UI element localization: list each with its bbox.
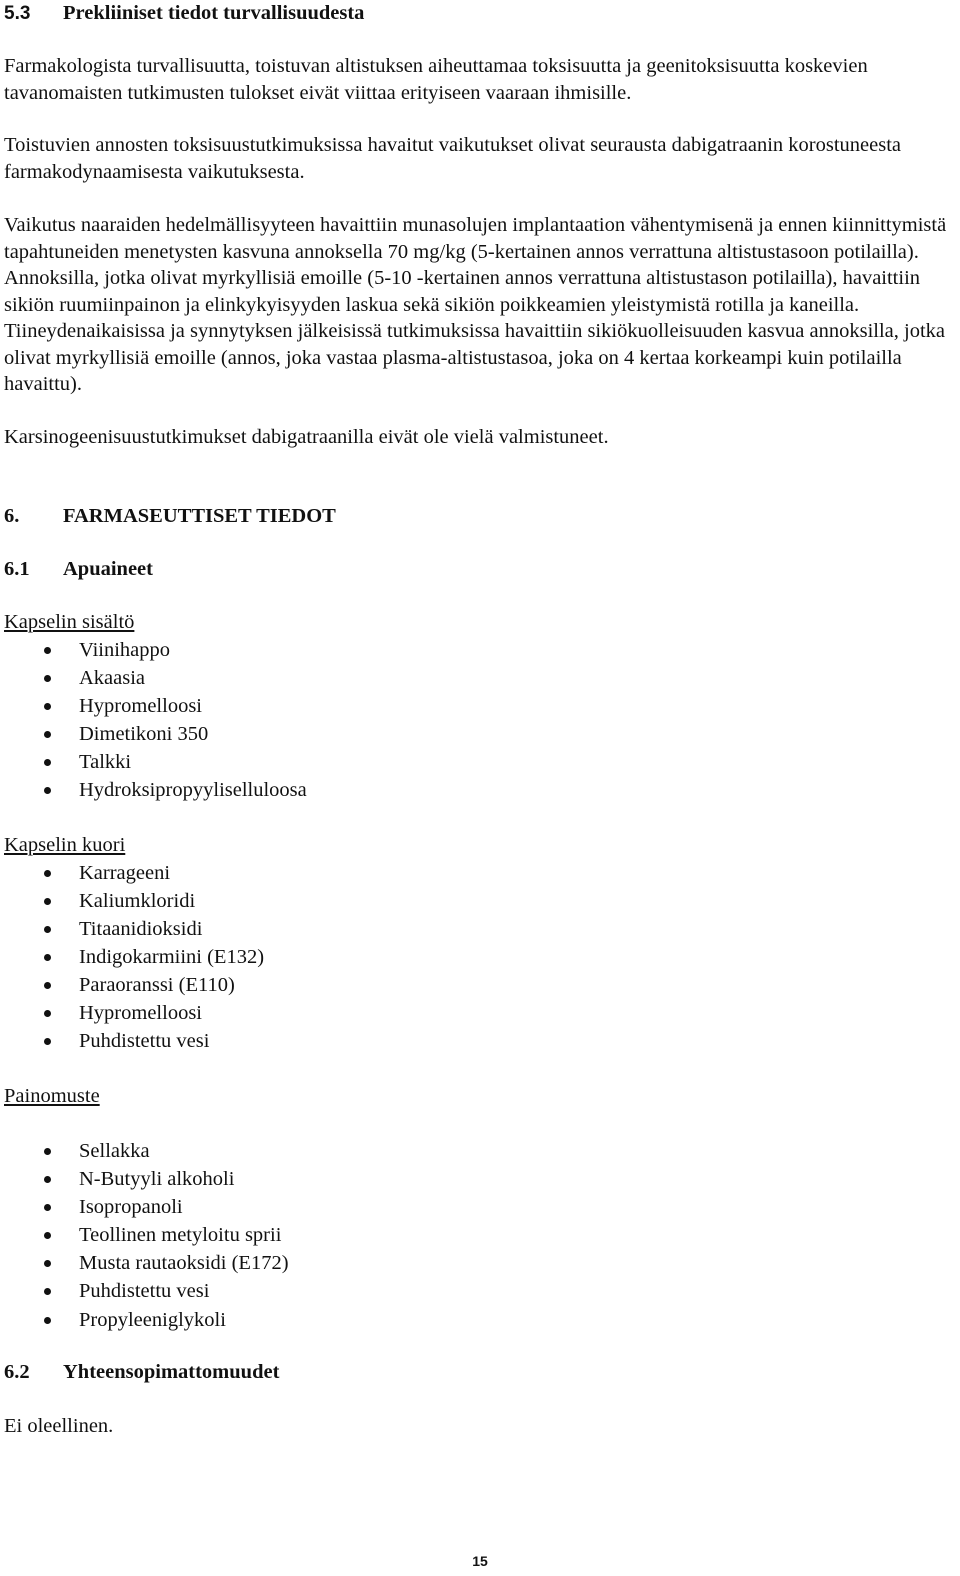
printing-ink-heading: Painomuste [4, 1085, 100, 1107]
capsule-shell-list [4, 859, 944, 1056]
printing-ink-list [4, 1137, 944, 1334]
incompatibilities-text: Ei oleellinen. [4, 1415, 114, 1437]
section-6-2-heading [4, 1359, 279, 1385]
bullet-icon [44, 703, 51, 710]
bullet-icon [44, 731, 51, 738]
list-item: Talkki [4, 748, 944, 776]
bullet-icon [44, 982, 51, 989]
section-number: 6.2 [4, 1361, 30, 1383]
capsule-content-list [4, 636, 944, 805]
bullet-icon [44, 787, 51, 794]
list-item: Hypromelloosi [4, 692, 944, 720]
list-item: Sellakka [4, 1137, 944, 1165]
paragraph-repeat-dose: Toistuvien annosten toksisuustutkimuksissa havaitut vaikutukset olivat seurausta dabigatraanin korostuneesta farmakodynaamisesta vaikutuksesta. [4, 134, 901, 183]
list-item: Paraoranssi (E110) [4, 971, 944, 999]
list-item: Kaliumkloridi [4, 887, 944, 915]
section-title: FARMASEUTTISET TIEDOT [63, 505, 336, 527]
list-item: Titaanidioksidi [4, 915, 944, 943]
capsule-shell-section [4, 832, 944, 1055]
list-item: Musta rautaoksidi (E172) [4, 1249, 944, 1277]
list-item: Karrageeni [4, 859, 944, 887]
list-item: Propyleeniglykoli [4, 1306, 944, 1334]
list-item: Akaasia [4, 664, 944, 692]
bullet-icon [44, 1317, 51, 1324]
bullet-icon [44, 1038, 51, 1045]
section-5-3-heading [4, 0, 364, 27]
list-item: Hydroksipropyyliselluloosa [4, 776, 944, 804]
bullet-icon [44, 954, 51, 961]
bullet-icon [44, 926, 51, 933]
section-title: Apuaineet [63, 558, 153, 580]
capsule-shell-heading: Kapselin kuori [4, 834, 126, 856]
bullet-icon [44, 898, 51, 905]
section-title: Prekliiniset tiedot turvallisuudesta [63, 2, 365, 24]
list-item: Dimetikoni 350 [4, 720, 944, 748]
section-number: 5.3 [4, 3, 31, 24]
bullet-icon [44, 1148, 51, 1155]
list-item: Puhdistettu vesi [4, 1027, 944, 1055]
bullet-icon [44, 1176, 51, 1183]
bullet-icon [44, 759, 51, 766]
section-6-1-heading [4, 556, 153, 582]
list-item: N-Butyyli alkoholi [4, 1165, 944, 1193]
bullet-icon [44, 675, 51, 682]
bullet-icon [44, 870, 51, 877]
capsule-content-section [4, 609, 944, 804]
section-number: 6. [4, 505, 20, 527]
bullet-icon [44, 1232, 51, 1239]
paragraph-carcinogenicity: Karsinogeenisuustutkimukset dabigatraanilla eivät ole vielä valmistuneet. [4, 426, 609, 448]
list-item: Indigokarmiini (E132) [4, 943, 944, 971]
list-item: Viinihappo [4, 636, 944, 664]
list-item: Isopropanoli [4, 1193, 944, 1221]
section-6-heading [4, 503, 336, 529]
list-item: Teollinen metyloitu sprii [4, 1221, 944, 1249]
page-number: 15 [472, 1553, 488, 1569]
list-item: Puhdistettu vesi [4, 1277, 944, 1305]
bullet-icon [44, 1010, 51, 1017]
section-title: Yhteensopimattomuudet [63, 1361, 280, 1383]
section-number: 6.1 [4, 558, 30, 580]
capsule-content-heading: Kapselin sisältö [4, 611, 135, 633]
paragraph-fertility: Vaikutus naaraiden hedelmällisyyteen havaittiin munasolujen implantaation vähentymisenä ja ennen kiinnittymistä tapahtuneiden menetysten kasvuna annoksella 70 mg/kg (5-kertainen annos verrattuna altistustasoon potilailla). Annoksilla, jotka olivat myrkyllisiä emoille (5-10 -kertainen annos verrattuna altistustason potilailla), havaittiin sikiön ruumiinpainon ja elinkykyisyyden laskua sekä sikiön poikkeamien yleistymistä rotilla ja kaneilla. Tiineydenaikaisissa ja synnytyksen jälkeisissä tutkimuksissa havaittiin sikiökuolleisuuden kasvua annoksilla, jotka olivat myrkyllisiä emoille (annos, joka vastaa plasma-altistustasoa, joka on 4 kertaa korkeampi kuin potilailla havaittu). [4, 214, 947, 395]
bullet-icon [44, 647, 51, 654]
list-item: Hypromelloosi [4, 999, 944, 1027]
paragraph-pharmacology: Farmakologista turvallisuutta, toistuvan altistuksen aiheuttamaa toksisuutta ja geenitoksisuutta koskevien tavanomaisten tutkimusten tulokset eivät viittaa erityiseen vaaraan ihmisille. [4, 55, 868, 104]
bullet-icon [44, 1260, 51, 1267]
bullet-icon [44, 1288, 51, 1295]
bullet-icon [44, 1204, 51, 1211]
